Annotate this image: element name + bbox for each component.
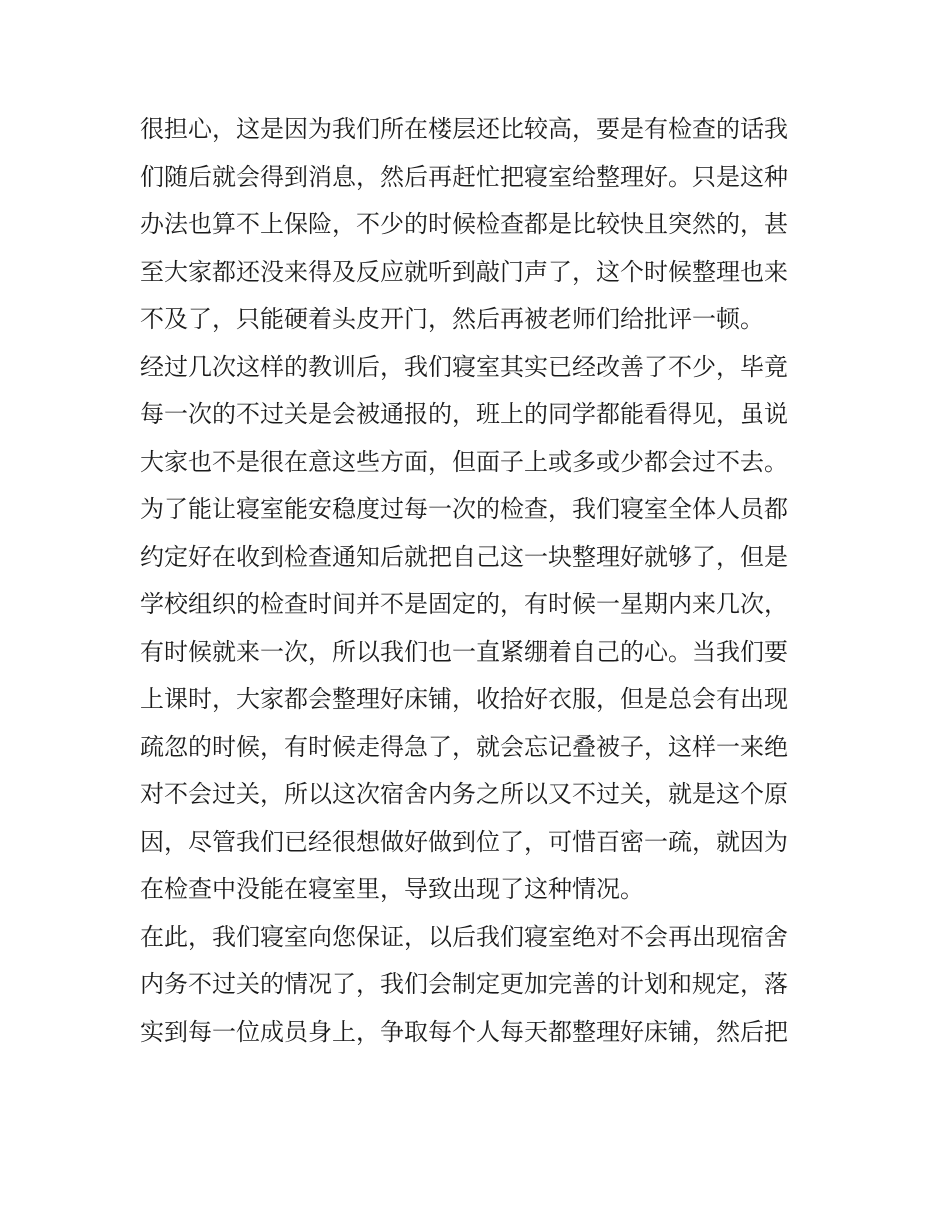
text-line: 经过几次这样的教训后，我们寝室其实已经改善了不少，毕竟 — [140, 352, 788, 381]
text-line: 疏忽的时候，有时候走得急了，就会忘记叠被子，这样一来绝 — [140, 732, 788, 761]
text-line: 大家也不是很在意这些方面，但面子上或多或少都会过不去。 — [140, 447, 788, 476]
text-line: 学校组织的检查时间并不是固定的，有时候一星期内来几次， — [140, 590, 788, 618]
document-body — [140, 106, 820, 1056]
text-line: 上课时，大家都会整理好床铺，收拾好衣服，但是总会有出现 — [140, 685, 788, 713]
text-line: 因，尽管我们已经很想做好做到位了，可惜百密一疏，就因为 — [140, 827, 788, 856]
text-line: 在检查中没能在寝室里，导致出现了这种情况。 — [140, 875, 644, 903]
text-line: 很担心，这是因为我们所在楼层还比较高，要是有检查的话我 — [140, 115, 788, 143]
text-line: 至大家都还没来得及反应就听到敲门声了，这个时候整理也来 — [140, 257, 788, 286]
text-line: 们随后就会得到消息，然后再赶忙把寝室给整理好。只是这种 — [140, 162, 788, 191]
text-line: 为了能让寝室能安稳度过每一次的检查，我们寝室全体人员都 — [140, 495, 788, 523]
text-line: 办法也算不上保险，不少的时候检查都是比较快且突然的，甚 — [140, 210, 788, 238]
text-line: 在此，我们寝室向您保证，以后我们寝室绝对不会再出现宿舍 — [140, 922, 788, 951]
text-line: 对不会过关，所以这次宿舍内务之所以又不过关，就是这个原 — [140, 780, 788, 808]
text-line: 约定好在收到检查通知后就把自己这一块整理好就够了，但是 — [140, 542, 788, 571]
text-line: 不及了，只能硬着头皮开门，然后再被老师们给批评一顿。 — [140, 305, 764, 333]
text-line: 实到每一位成员身上，争取每个人每天都整理好床铺，然后把 — [140, 1017, 788, 1046]
text-line: 每一次的不过关是会被通报的，班上的同学都能看得见，虽说 — [140, 400, 788, 428]
text-line: 内务不过关的情况了，我们会制定更加完善的计划和规定，落 — [140, 970, 788, 998]
text-line: 有时候就来一次，所以我们也一直紧绷着自己的心。当我们要 — [140, 637, 788, 666]
